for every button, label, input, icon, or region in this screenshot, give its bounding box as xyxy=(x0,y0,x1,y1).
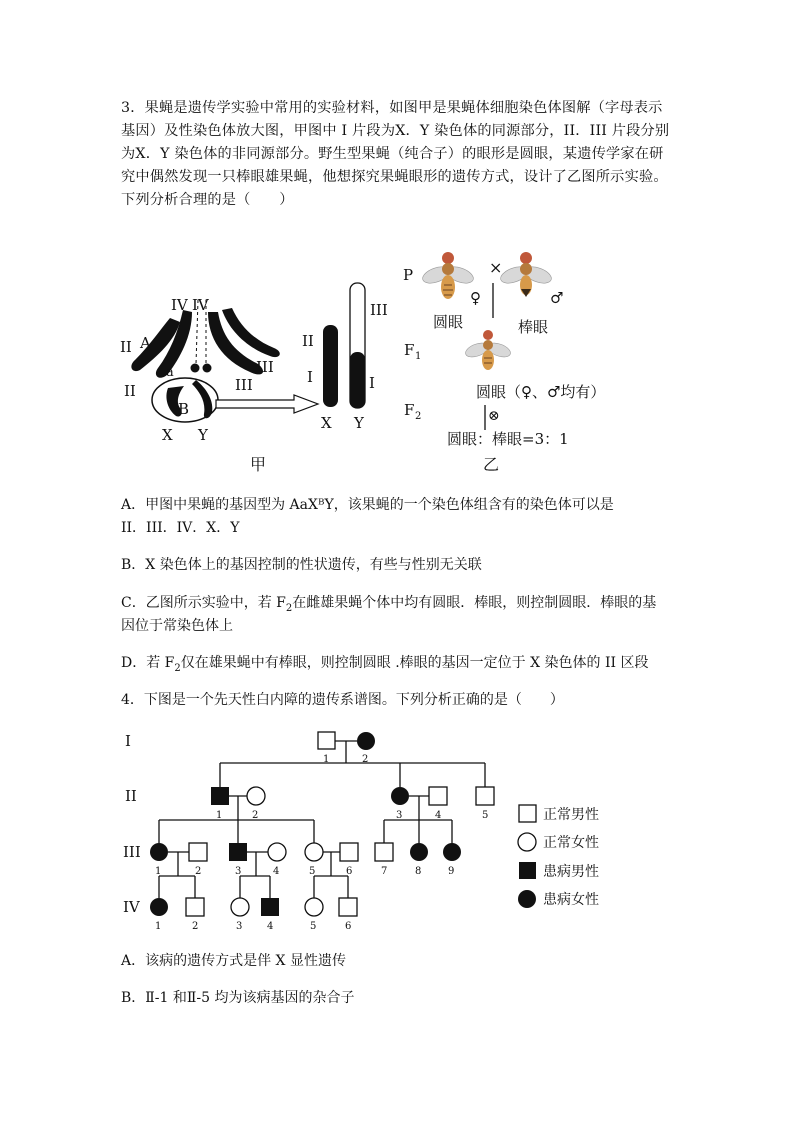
num-III-5: 5 xyxy=(309,866,316,877)
q3-option-c-post: 在雌雄果蝇个体中均有圆眼．棒眼，则控制圆眼．棒眼的基 xyxy=(292,595,657,611)
enl-label-II: II xyxy=(302,332,314,350)
enlarge-arrow xyxy=(216,395,318,413)
pedigree-II-2-normal-female xyxy=(247,787,265,805)
q3-option-c-pre: C．乙图所示实验中，若 F xyxy=(121,595,286,611)
fly-f1-icon xyxy=(464,330,513,370)
male-symbol: ♂ xyxy=(550,289,564,307)
label-III-right-2: III xyxy=(235,376,253,394)
q4-option-a: A．该病的遗传方式是伴 X 显性遗传 xyxy=(121,953,346,969)
legend-affected-male-icon xyxy=(519,862,536,879)
num-II-5: 5 xyxy=(482,810,489,821)
gen-label-III: III xyxy=(123,843,141,861)
q4-stem: 4．下图是一个先天性白内障的遗传系谱图。下列分析正确的是（ ） xyxy=(121,692,564,708)
num-II-3: 3 xyxy=(396,810,403,821)
pedigree-legend xyxy=(518,805,599,908)
pedigree-II-5-normal-male xyxy=(476,787,494,805)
chromosome-IV-a xyxy=(191,364,200,373)
fly-female-icon xyxy=(420,252,475,299)
pedigree-chart xyxy=(0,720,794,935)
pedigree-IV-4-affected-male xyxy=(261,898,279,916)
selfing-symbol: ⊗ xyxy=(488,408,500,424)
pedigree-III-2-normal-male xyxy=(189,843,207,861)
q3-line-2: 基因）及性染色体放大图，甲图中 I 片段为X．Y 染色体的同源部分，II．III 片段分别 xyxy=(121,123,670,139)
enl-label-X: X xyxy=(321,414,332,432)
pedigree-III-5-normal-female xyxy=(305,843,323,861)
enl-label-I-left: I xyxy=(307,368,313,386)
f2-ratio: 圆眼：棒眼=3：1 xyxy=(447,430,569,448)
pedigree-IV-2-normal-male xyxy=(186,898,204,916)
q3-option-d xyxy=(121,652,696,680)
q3-option-a-line2: II．III．IV．X．Y xyxy=(121,520,240,536)
chromosome-IV-b xyxy=(203,364,212,373)
pedigree-IV-6-normal-male xyxy=(339,898,357,916)
enlarged-Y-homologous xyxy=(350,352,365,408)
num-IV-1: 1 xyxy=(155,921,162,932)
f1-phenotype: 圆眼（♀、♂均有） xyxy=(476,383,606,401)
num-III-9: 9 xyxy=(448,866,455,877)
num-IV-3: 3 xyxy=(236,921,243,932)
p-round-eye: 圆眼 xyxy=(433,313,464,331)
pedigree-III-4-normal-female xyxy=(268,843,286,861)
num-II-4: 4 xyxy=(435,810,442,821)
q3-option-b: B．X 染色体上的基因控制的性状遗传，有些与性别无关联 xyxy=(121,557,482,573)
legend-normal-male-icon xyxy=(519,805,536,822)
legend-affected-female-icon xyxy=(518,890,536,908)
cross-symbol: × xyxy=(489,258,503,277)
num-II-1: 1 xyxy=(216,810,223,821)
gen-label-IV: IV xyxy=(123,898,140,916)
pedigree-IV-5-normal-female xyxy=(305,898,323,916)
label-B: B xyxy=(178,400,190,418)
legend-normal-male: 正常男性 xyxy=(543,807,599,823)
q3-option-d-sub: 2 xyxy=(174,662,181,674)
pedigree-I-1-normal-male xyxy=(318,732,335,749)
enlarged-X xyxy=(323,325,338,407)
q3-option-d-pre: D．若 F xyxy=(121,655,175,671)
pedigree-III-7-normal-male xyxy=(375,843,393,861)
pedigree-III-3-affected-male xyxy=(229,843,247,861)
q3-option-c-line2: 因位于常染色体上 xyxy=(121,618,233,634)
label-F2-sub: 2 xyxy=(415,411,422,422)
label-IV-b: IV xyxy=(192,296,209,314)
num-IV-6: 6 xyxy=(345,921,352,932)
num-III-3: 3 xyxy=(235,866,242,877)
label-a: a xyxy=(166,365,174,380)
label-F1-sub: 1 xyxy=(415,351,422,362)
caption-jia: 甲 xyxy=(250,455,267,474)
num-III-2: 2 xyxy=(195,866,202,877)
q3-figure xyxy=(0,240,794,480)
pedigree-III-1-affected-female xyxy=(150,843,168,861)
label-F2: F xyxy=(404,401,415,419)
enl-label-Y: Y xyxy=(354,414,364,432)
num-I-1: 1 xyxy=(323,754,330,765)
q3-line-3: 为X．Y 染色体的非同源部分。野生型果蝇（纯合子）的眼形是圆眼，某遗传学家在研 xyxy=(121,146,664,162)
pedigree-IV-3-normal-female xyxy=(231,898,249,916)
enlarged-sex-chromosomes xyxy=(302,283,388,432)
chromosome-diagram xyxy=(120,296,318,444)
num-IV-5: 5 xyxy=(310,921,317,932)
num-III-4: 4 xyxy=(273,866,280,877)
q3-option-d-post: 仅在雄果蝇中有棒眼，则控制圆眼 .棒眼的基因一定位于 X 染色体的 II 区段 xyxy=(180,655,649,671)
pedigree-II-4-normal-male xyxy=(429,787,447,805)
label-II-left: II xyxy=(120,338,132,356)
label-II-left-2: II xyxy=(124,382,136,400)
q3-line-1: 3．果蝇是遗传学实验中常用的实验材料，如图甲是果蝇体细胞染色体图解（字母表示 xyxy=(121,100,663,116)
num-III-8: 8 xyxy=(415,866,422,877)
pedigree-III-9-affected-female xyxy=(443,843,461,861)
num-IV-2: 2 xyxy=(192,921,199,932)
gen-label-II: II xyxy=(125,787,137,805)
pedigree-II-3-affected-female xyxy=(391,787,409,805)
legend-affected-male: 患病男性 xyxy=(543,864,599,880)
num-III-7: 7 xyxy=(381,866,388,877)
pedigree-IV-1-affected-female xyxy=(150,898,168,916)
label-X: X xyxy=(162,426,173,444)
num-III-1: 1 xyxy=(155,866,162,877)
q3-line-5: 下列分析合理的是（ ） xyxy=(121,192,294,208)
q3-line-4: 究中偶然发现一只棒眼雄果蝇，他想探究果蝇眼形的遗传方式，设计了乙图所示实验。 xyxy=(121,169,668,185)
legend-normal-female-icon xyxy=(518,833,536,851)
num-II-2: 2 xyxy=(252,810,259,821)
label-A: A xyxy=(140,334,151,352)
pedigree-I-2-affected-female xyxy=(357,732,375,750)
legend-affected-female: 患病女性 xyxy=(543,892,599,908)
legend-normal-female: 正常女性 xyxy=(543,835,599,851)
q4-option-b: B．Ⅱ-1 和Ⅱ-5 均为该病基因的杂合子 xyxy=(121,990,355,1006)
enl-label-I-right: I xyxy=(369,374,375,392)
label-IV-a: IV xyxy=(171,296,188,314)
q3-option-a-line1: A．甲图中果蝇的基因型为 AaXᴮY，该果蝇的一个染色体组含有的染色体可以是 xyxy=(121,497,614,513)
num-IV-4: 4 xyxy=(267,921,274,932)
label-F1: F xyxy=(404,341,415,359)
q3-option-c-sub: 2 xyxy=(285,602,293,614)
pedigree-III-8-affected-female xyxy=(410,843,428,861)
label-Y: Y xyxy=(198,426,208,444)
enl-label-III: III xyxy=(370,301,388,319)
pedigree-III-6-normal-male xyxy=(340,843,358,861)
label-P: P xyxy=(403,266,414,284)
caption-yi: 乙 xyxy=(483,455,500,474)
num-III-6: 6 xyxy=(346,866,353,877)
pedigree-II-1-affected-male xyxy=(211,787,229,805)
cross-diagram xyxy=(403,252,605,448)
fly-male-icon xyxy=(498,252,553,297)
p-bar-eye: 棒眼 xyxy=(518,318,549,336)
gen-label-I: I xyxy=(125,732,131,750)
num-I-2: 2 xyxy=(362,754,369,765)
female-symbol: ♀ xyxy=(470,289,481,307)
label-III-right: III xyxy=(256,358,274,376)
